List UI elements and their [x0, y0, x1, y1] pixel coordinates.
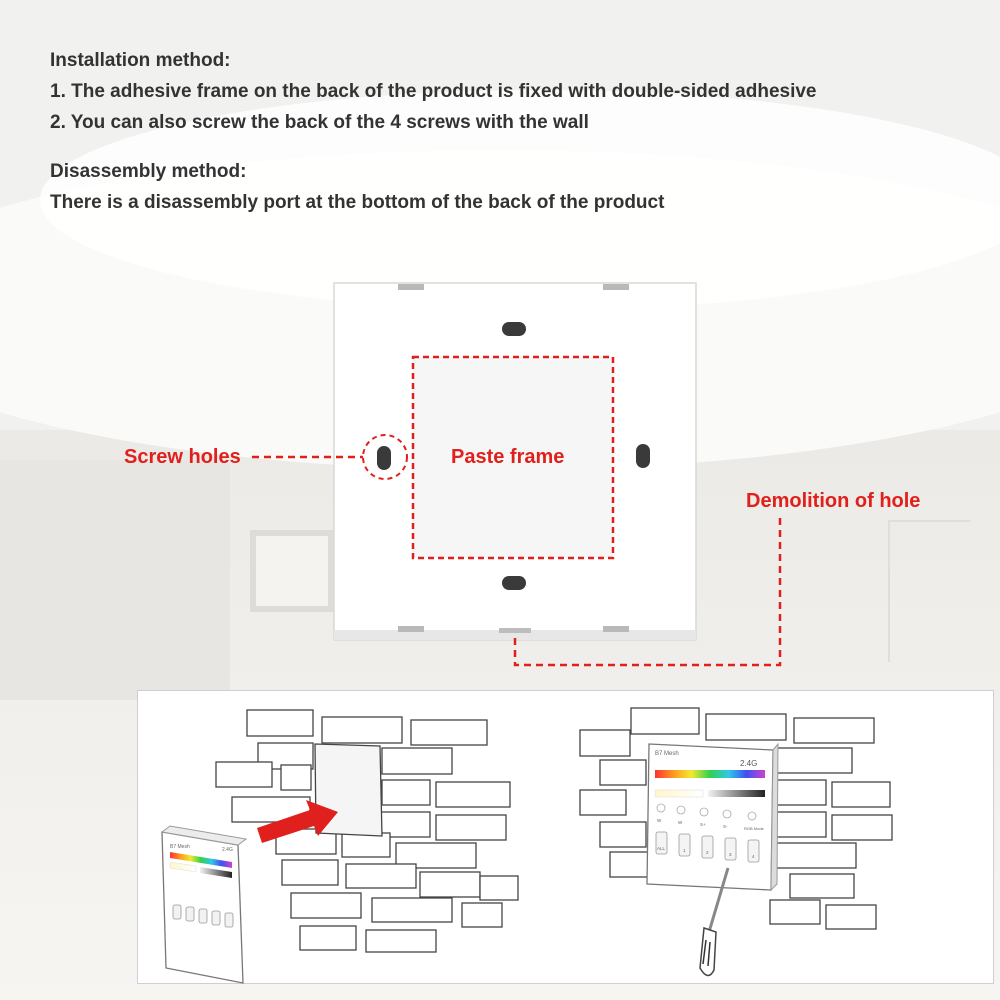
screw-hole-left — [377, 446, 391, 470]
left-remote-model: B7 Mesh — [170, 844, 190, 850]
right-remote-freq: 2.4G — [740, 759, 758, 768]
button-label-5: RGB Mode — [744, 826, 764, 831]
installation-step-2: 2. You can also screw the back of the 4 screws with the wall — [50, 112, 589, 133]
button-label-1: W — [657, 818, 662, 823]
button-label-3: S+ — [700, 822, 706, 827]
brightness-slider — [708, 790, 765, 797]
button-label-2: W — [678, 820, 683, 825]
clip-bottom-left — [398, 626, 424, 632]
screw-hole-bottom — [502, 576, 526, 590]
zone-label-1: 1 — [683, 848, 686, 853]
screw-hole-top — [502, 322, 526, 336]
clip-top-left — [398, 284, 424, 290]
zone-label-2: 2 — [706, 850, 709, 855]
demolition-hole-label: Demolition of hole — [746, 490, 921, 512]
disassembly-port — [499, 628, 531, 633]
right-remote — [647, 744, 778, 890]
zone-label-4: 4 — [752, 854, 755, 859]
screw-hole-right — [636, 444, 650, 468]
warm-slider — [655, 790, 703, 797]
disassembly-text: There is a disassembly port at the bottom of the back of the product — [50, 192, 665, 213]
clip-bottom-right — [603, 626, 629, 632]
zone-label-all: ALL — [657, 846, 666, 851]
button-label-4: S- — [723, 824, 728, 829]
paste-frame-label: Paste frame — [451, 446, 565, 468]
left-remote-freq: 2.4G — [222, 847, 233, 853]
disassembly-heading: Disassembly method: — [50, 161, 247, 182]
right-remote-model: B7 Mesh — [655, 751, 679, 757]
installation-heading: Installation method: — [50, 50, 231, 71]
left-remote — [162, 826, 246, 983]
rainbow-slider — [655, 770, 765, 778]
zone-label-3: 3 — [729, 852, 732, 857]
installation-step-1: 1. The adhesive frame on the back of the product is fixed with double-sided adhesive — [50, 81, 817, 102]
clip-top-right — [603, 284, 629, 290]
screw-holes-label: Screw holes — [124, 446, 241, 468]
